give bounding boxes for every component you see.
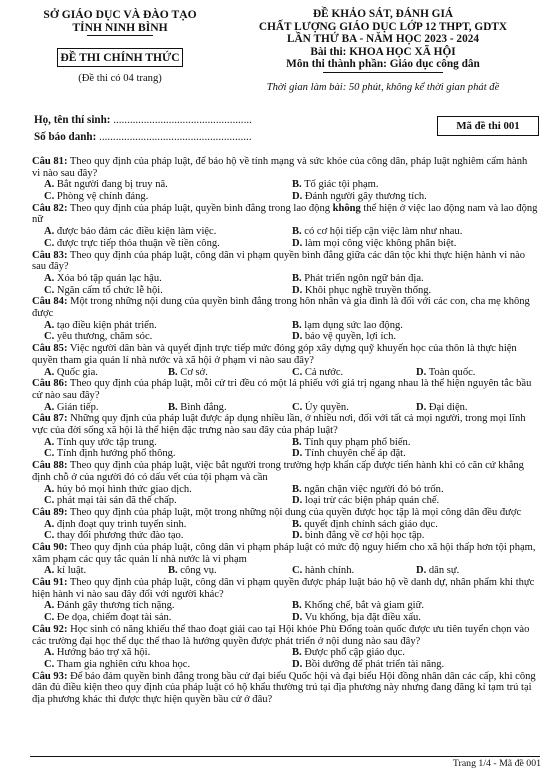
question-number: Câu 88: <box>32 460 68 472</box>
answer-option-letter: B. <box>292 600 302 612</box>
question-number: Câu 93: <box>32 670 68 682</box>
question-stem <box>32 343 538 366</box>
answer-option <box>292 238 456 250</box>
answer-option <box>44 367 98 379</box>
answer-option-letter: B. <box>292 319 302 331</box>
question-stem <box>32 250 538 273</box>
answer-option-letter: C. <box>292 565 303 577</box>
official-exam-box: ĐỀ THI CHÍNH THỨC <box>57 48 183 67</box>
answer-row <box>32 191 538 203</box>
question-number: Câu 84: <box>32 296 68 308</box>
answer-option-text: loại trừ các biện pháp quản chế. <box>302 495 440 507</box>
answer-option-text: Khống chế, bắt và giam giữ. <box>301 600 424 612</box>
answer-option-letter: B. <box>168 366 178 378</box>
answer-option-text: kỉ luật. <box>54 565 87 577</box>
answer-option-text: quyết định chính sách giáo dục. <box>301 518 438 530</box>
answer-row <box>32 285 538 297</box>
answer-option <box>416 402 468 414</box>
exam-code-box: Mã đề thi 001 <box>437 116 539 136</box>
answer-option-letter: B. <box>292 436 302 448</box>
answer-option-text: Gián tiếp. <box>54 401 99 413</box>
question-item <box>32 378 538 413</box>
question-stem <box>32 542 538 565</box>
student-name-label: Họ, tên thí sinh: <box>34 114 111 126</box>
answer-option-text: Bắt người đang bị truy nã. <box>54 179 168 191</box>
question-text: Những quy định của pháp luật được áp dụng nhiều lần, ở nhiều nơi, đối với tất cả mọi người, trong mọi lĩnh vực của đời sống xã hội là thể hiện đặc trưng nào sau đây của pháp luật? <box>32 413 526 437</box>
answer-option-letter: D. <box>292 191 303 203</box>
answer-option-text: bảo vệ quyền, lợi ích. <box>302 331 397 343</box>
answer-option-text: Tố giác tội phạm. <box>301 179 379 191</box>
answer-option-letter: B. <box>292 179 302 191</box>
answer-option-text: Ủy quyền. <box>302 401 349 413</box>
answer-option-text: Được phổ cập giáo dục. <box>301 647 405 659</box>
answer-option-text: có cơ hội tiếp cận việc làm như nhau. <box>301 226 463 238</box>
answer-option-text: Cơ sở. <box>177 366 208 378</box>
answer-option-text: định đoạt quy trình tuyển sinh. <box>54 518 187 530</box>
answer-option-text: Hướng bảo trợ xã hội. <box>54 647 151 659</box>
student-id-dots: ....................................................... <box>96 131 252 143</box>
question-number: Câu 82: <box>32 202 68 214</box>
answer-option-text: Tính quy phạm phổ biến. <box>301 436 411 448</box>
answer-option-text: ngăn chặn việc người đó bỏ trốn. <box>301 483 444 495</box>
question-item <box>32 250 538 297</box>
answer-option <box>44 484 192 496</box>
answer-option <box>44 495 177 507</box>
question-stem <box>32 296 538 319</box>
question-text: Theo quy định của pháp luật, công dân vi phạm quyền bình đẳng giữa các dân tộc khi thực hiện hành vi nào sau đây? <box>32 249 526 273</box>
answer-option-letter: D. <box>292 331 303 343</box>
answer-option-text: Xóa bỏ tập quán lạc hậu. <box>54 272 162 284</box>
answer-option-text: yêu thương, chăm sóc. <box>54 331 153 343</box>
answer-option-letter: A. <box>44 179 55 191</box>
answer-option-text: Ngăn cấm tổ chức lễ hội. <box>54 284 163 296</box>
answer-option-text: phát mại tài sản đã thế chấp. <box>54 495 177 507</box>
question-item <box>32 577 538 624</box>
answer-row <box>32 612 538 624</box>
answer-option-letter: B. <box>168 565 178 577</box>
header-divider <box>87 35 153 36</box>
question-number: Câu 89: <box>32 506 68 518</box>
question-text: Theo quy định của pháp luật, việc bắt người trong trường hợp khẩn cấp được tiến hành khi có căn cứ khẳng định chỗ ở của người đó có dấu vết của tội phạm và cần <box>32 460 524 483</box>
question-stem <box>32 378 538 401</box>
question-item <box>32 507 538 542</box>
answer-option-letter: A. <box>44 483 55 495</box>
answer-option-letter: D. <box>292 658 303 670</box>
answer-option <box>44 226 216 238</box>
answer-row <box>32 565 538 577</box>
answer-option <box>168 367 208 379</box>
answer-row <box>32 179 538 191</box>
answer-option <box>44 285 163 297</box>
answer-option-letter: A. <box>44 436 55 448</box>
question-stem <box>32 507 538 519</box>
answer-option <box>44 238 220 250</box>
answer-option <box>292 320 403 332</box>
answer-option <box>44 600 175 612</box>
answer-option <box>44 437 157 449</box>
answer-option <box>292 530 424 542</box>
answer-option-letter: C. <box>44 530 55 542</box>
answer-option-letter: C. <box>292 366 303 378</box>
answer-option-letter: D. <box>292 284 303 296</box>
question-item <box>32 203 538 250</box>
answer-option-letter: C. <box>44 284 55 296</box>
question-item <box>32 542 538 577</box>
answer-option <box>416 565 459 577</box>
answer-option-text: làm mọi công việc không phân biệt. <box>302 237 457 249</box>
answer-option <box>416 367 475 379</box>
question-number: Câu 87: <box>32 413 68 425</box>
answer-option-text: Đánh người gây thương tích. <box>302 191 427 203</box>
answer-option-letter: A. <box>44 226 55 238</box>
question-text: Theo quy định của pháp luật, công dân vi phạm pháp luật có mức độ nguy hiểm cho xã hội thấp hơn tội phạm, xâm phạm các quy tắc quản lí nhà nước là vi phạm <box>32 541 536 565</box>
answer-option-letter: B. <box>292 483 302 495</box>
answer-option <box>292 600 424 612</box>
province-name: TỈNH NINH BÌNH <box>72 21 168 34</box>
answer-option-text: Phòng vệ chính đáng. <box>54 191 149 203</box>
answer-option <box>44 273 162 285</box>
answer-option <box>44 612 171 624</box>
answer-option <box>292 495 439 507</box>
answer-option-text: thay đổi phương thức đào tạo. <box>54 530 184 542</box>
student-id-line <box>34 129 252 146</box>
answer-row <box>32 519 538 531</box>
header-right <box>226 8 540 94</box>
answer-option-text: lạm dụng sức lao động. <box>301 319 403 331</box>
answer-row <box>32 659 538 671</box>
answer-option-letter: C. <box>44 612 55 624</box>
department-name: SỞ GIÁO DỤC VÀ ĐÀO TẠO <box>43 8 197 21</box>
exam-round: LẦN THỨ BA - NĂM HỌC 2023 - 2024 <box>286 33 480 46</box>
answer-row <box>32 226 538 238</box>
answer-option-text: công vụ. <box>177 565 217 577</box>
answer-option-letter: D. <box>292 612 303 624</box>
answer-row <box>32 484 538 496</box>
answer-option <box>44 191 148 203</box>
answer-option <box>44 331 152 343</box>
answer-row <box>32 273 538 285</box>
question-stem <box>32 203 538 226</box>
question-number: Câu 86: <box>32 378 68 390</box>
answer-option <box>292 565 354 577</box>
answer-option-letter: A. <box>44 600 55 612</box>
answer-option <box>44 659 190 671</box>
answer-option-letter: B. <box>292 647 302 659</box>
question-item <box>32 343 538 378</box>
exam-subject: Bài thi: KHOA HỌC XÃ HỘI <box>310 45 456 58</box>
answer-option <box>168 402 227 414</box>
answer-option-letter: C. <box>292 401 303 413</box>
question-text: Theo quy định của pháp luật, quyền bình đẳng trong lao động <box>67 202 333 214</box>
question-text: Một trong những nội dung của quyền bình đẳng trong hôn nhân và gia đình là đối với các con, cha mẹ không được <box>32 296 530 320</box>
answer-row <box>32 600 538 612</box>
answer-option <box>292 179 379 191</box>
student-name-line <box>34 112 252 129</box>
answer-option-letter: C. <box>44 191 55 203</box>
answer-option-text: bình đẳng về cơ hội học tập. <box>302 530 425 542</box>
answer-option-letter: D. <box>292 530 303 542</box>
answer-option-letter: A. <box>44 647 55 659</box>
answer-option-letter: A. <box>44 518 55 530</box>
answer-option-text: Phát triển ngôn ngữ bản địa. <box>301 272 424 284</box>
page-footer: Trang 1/4 - Mã đề 001 <box>452 758 541 769</box>
answer-option-letter: A. <box>44 366 55 378</box>
answer-option <box>292 484 444 496</box>
answer-option-text: Tham gia nghiên cứu khoa học. <box>54 658 191 670</box>
question-text: Theo quy định của pháp luật, mỗi cử tri đều có một lá phiếu với giá trị ngang nhau là thể hiện nguyên tắc bầu cử nào sau đây? <box>32 378 532 401</box>
question-item <box>32 624 538 671</box>
answer-option <box>44 320 157 332</box>
question-text: Việc người dân bàn và quyết định trực tiếp mức đóng góp xây dựng quỹ khuyến học của thôn là thực hiện quyền tham gia quản lí nhà nước và xã hội ở phạm vi nào sau đây? <box>32 343 517 366</box>
question-number: Câu 85: <box>32 343 68 355</box>
header-right-divider <box>323 72 443 73</box>
answer-row <box>32 402 538 414</box>
answer-option <box>44 179 168 191</box>
answer-option-text: hủy bỏ mọi hình thức giao dịch. <box>54 483 192 495</box>
question-number: Câu 81: <box>32 156 68 167</box>
exam-title: ĐỀ KHẢO SÁT, ĐÁNH GIÁ <box>312 8 454 20</box>
answer-option-letter: C. <box>44 448 55 460</box>
question-number: Câu 83: <box>32 249 68 261</box>
answer-row <box>32 320 538 332</box>
answer-row <box>32 495 538 507</box>
question-stem <box>32 413 538 436</box>
answer-option <box>44 647 150 659</box>
answer-option-text: Đánh gây thương tích nặng. <box>54 600 175 612</box>
question-number: Câu 91: <box>32 577 68 589</box>
question-item <box>32 460 538 507</box>
header-left <box>22 8 218 85</box>
question-text: Theo quy định của pháp luật, công dân vi phạm quyền được pháp luật bảo hộ về danh dự, nhân phẩm khi thực hiện hành vi nào sau đây đối với người khác? <box>32 577 535 600</box>
question-text: Theo quy định của pháp luật, để bảo hộ về tính mạng và sức khỏe của công dân, pháp luật nghiêm cấm hành vi nào sau đây? <box>32 156 528 179</box>
answer-option-text: Toàn quốc. <box>426 366 476 378</box>
answer-option <box>292 226 462 238</box>
answer-option-letter: A. <box>44 272 55 284</box>
answer-option-letter: C. <box>44 237 55 249</box>
answer-option <box>292 647 405 659</box>
answer-option <box>292 402 349 414</box>
answer-option-letter: D. <box>416 565 427 577</box>
answer-option-letter: A. <box>44 401 55 413</box>
question-number: Câu 92: <box>32 623 68 635</box>
question-item <box>32 671 538 706</box>
question-text: thể hiện ở việc lao động nam và lao động nữ <box>32 202 538 226</box>
question-stem <box>32 671 538 706</box>
question-item <box>32 296 538 343</box>
exam-component: Môn thi thành phần: Giáo dục công dân <box>286 58 480 71</box>
answer-row <box>32 367 538 379</box>
answer-option-text: Cả nước. <box>302 366 344 378</box>
answer-option <box>44 402 99 414</box>
exam-subtitle: CHẤT LƯỢNG GIÁO DỤC LỚP 12 THPT, GDTX <box>258 20 508 33</box>
answer-option-letter: B. <box>292 272 302 284</box>
answer-row <box>32 238 538 250</box>
answer-option-letter: D. <box>292 448 303 460</box>
answer-option <box>44 448 176 460</box>
answer-option <box>292 273 424 285</box>
answer-option-letter: A. <box>44 319 55 331</box>
answer-option-letter: D. <box>292 237 303 249</box>
answer-row <box>32 647 538 659</box>
answer-option-text: Quốc gia. <box>54 366 98 378</box>
exam-time: Thời gian làm bài: 50 phút, không kể thời gian phát đề <box>266 81 500 93</box>
answer-option <box>292 367 343 379</box>
student-name-dots: .................................................. <box>110 114 252 126</box>
answer-option <box>292 519 438 531</box>
answer-option <box>292 659 444 671</box>
question-emphasis: không <box>332 202 361 214</box>
answer-option-letter: C. <box>44 658 55 670</box>
student-info <box>34 112 252 146</box>
answer-option <box>292 437 410 449</box>
question-list <box>32 156 538 706</box>
question-text: Để bảo đảm quyền bình đẳng trong bầu cử đại biểu Quốc hội và đại biểu Hội đồng nhân dân các cấp, khi công dân đủ điều kiện theo quy định của pháp luật có hộ khẩu thường trú tại địa phương này nhưng đang đăng kí tạm trú tại địa phương khác thì được thực hiện quyền bầu cử ở đâu? <box>32 670 536 706</box>
question-stem <box>32 156 538 179</box>
answer-row <box>32 530 538 542</box>
answer-option-text: Tính quy ước tập trung. <box>54 436 157 448</box>
answer-option <box>44 530 183 542</box>
question-text: Theo quy định của pháp luật, một trong những nội dung của quyền được học tập là mọi công dân đều được <box>67 506 522 518</box>
answer-option <box>44 519 186 531</box>
answer-option-letter: B. <box>168 401 178 413</box>
answer-option-text: Tính định hướng phổ thông. <box>54 448 176 460</box>
question-item <box>32 156 538 203</box>
answer-option-letter: D. <box>292 495 303 507</box>
answer-option-text: Bồi dưỡng để phát triển tài năng. <box>302 658 445 670</box>
question-stem <box>32 577 538 600</box>
student-id-label: Số báo danh: <box>34 131 97 143</box>
answer-option-text: hành chính. <box>302 565 355 577</box>
answer-option-text: Bình đẳng. <box>177 401 227 413</box>
answer-option-text: dân sự. <box>426 565 460 577</box>
answer-option-text: Đại diện. <box>426 401 468 413</box>
answer-row <box>32 437 538 449</box>
answer-option <box>292 612 421 624</box>
answer-option-letter: C. <box>44 495 55 507</box>
footer-divider <box>30 756 540 757</box>
answer-option-text: Tính chuyên chế áp đặt. <box>302 448 406 460</box>
question-item <box>32 413 538 460</box>
answer-option-letter: C. <box>44 331 55 343</box>
answer-option <box>44 565 86 577</box>
question-number: Câu 90: <box>32 541 68 553</box>
answer-option <box>292 285 431 297</box>
answer-option-letter: D. <box>416 401 427 413</box>
answer-row <box>32 331 538 343</box>
answer-option <box>292 448 406 460</box>
answer-row <box>32 448 538 460</box>
answer-option-letter: B. <box>292 226 302 238</box>
answer-option <box>292 191 427 203</box>
answer-option-letter: A. <box>44 565 55 577</box>
page-count-note: (Đề thi có 04 trang) <box>78 73 162 84</box>
answer-option <box>168 565 217 577</box>
answer-option-text: Vu khống, bịa đặt điều xấu. <box>302 612 421 624</box>
answer-option-text: tạo điều kiện phát triển. <box>54 319 157 331</box>
answer-option-text: được trực tiếp thỏa thuận về tiền công. <box>54 237 220 249</box>
answer-option-letter: B. <box>292 518 302 530</box>
question-stem <box>32 460 538 483</box>
answer-option-text: Đe dọa, chiếm đoạt tài sản. <box>54 612 172 624</box>
answer-option-text: Khôi phục nghề truyền thống. <box>302 284 432 296</box>
answer-option-text: được bảo đảm các điều kiện làm việc. <box>54 226 217 238</box>
answer-option-letter: D. <box>416 366 427 378</box>
question-text: Học sinh có năng khiếu thể thao đoạt giải cao tại Hội khỏe Phù Đổng toàn quốc được ưu tiên tuyển chọn vào các trường đại học thể dục thể thao là hưởng quyền được phát triển ở nội dung nào sau đây? <box>32 623 530 647</box>
question-stem <box>32 624 538 647</box>
answer-option <box>292 331 396 343</box>
